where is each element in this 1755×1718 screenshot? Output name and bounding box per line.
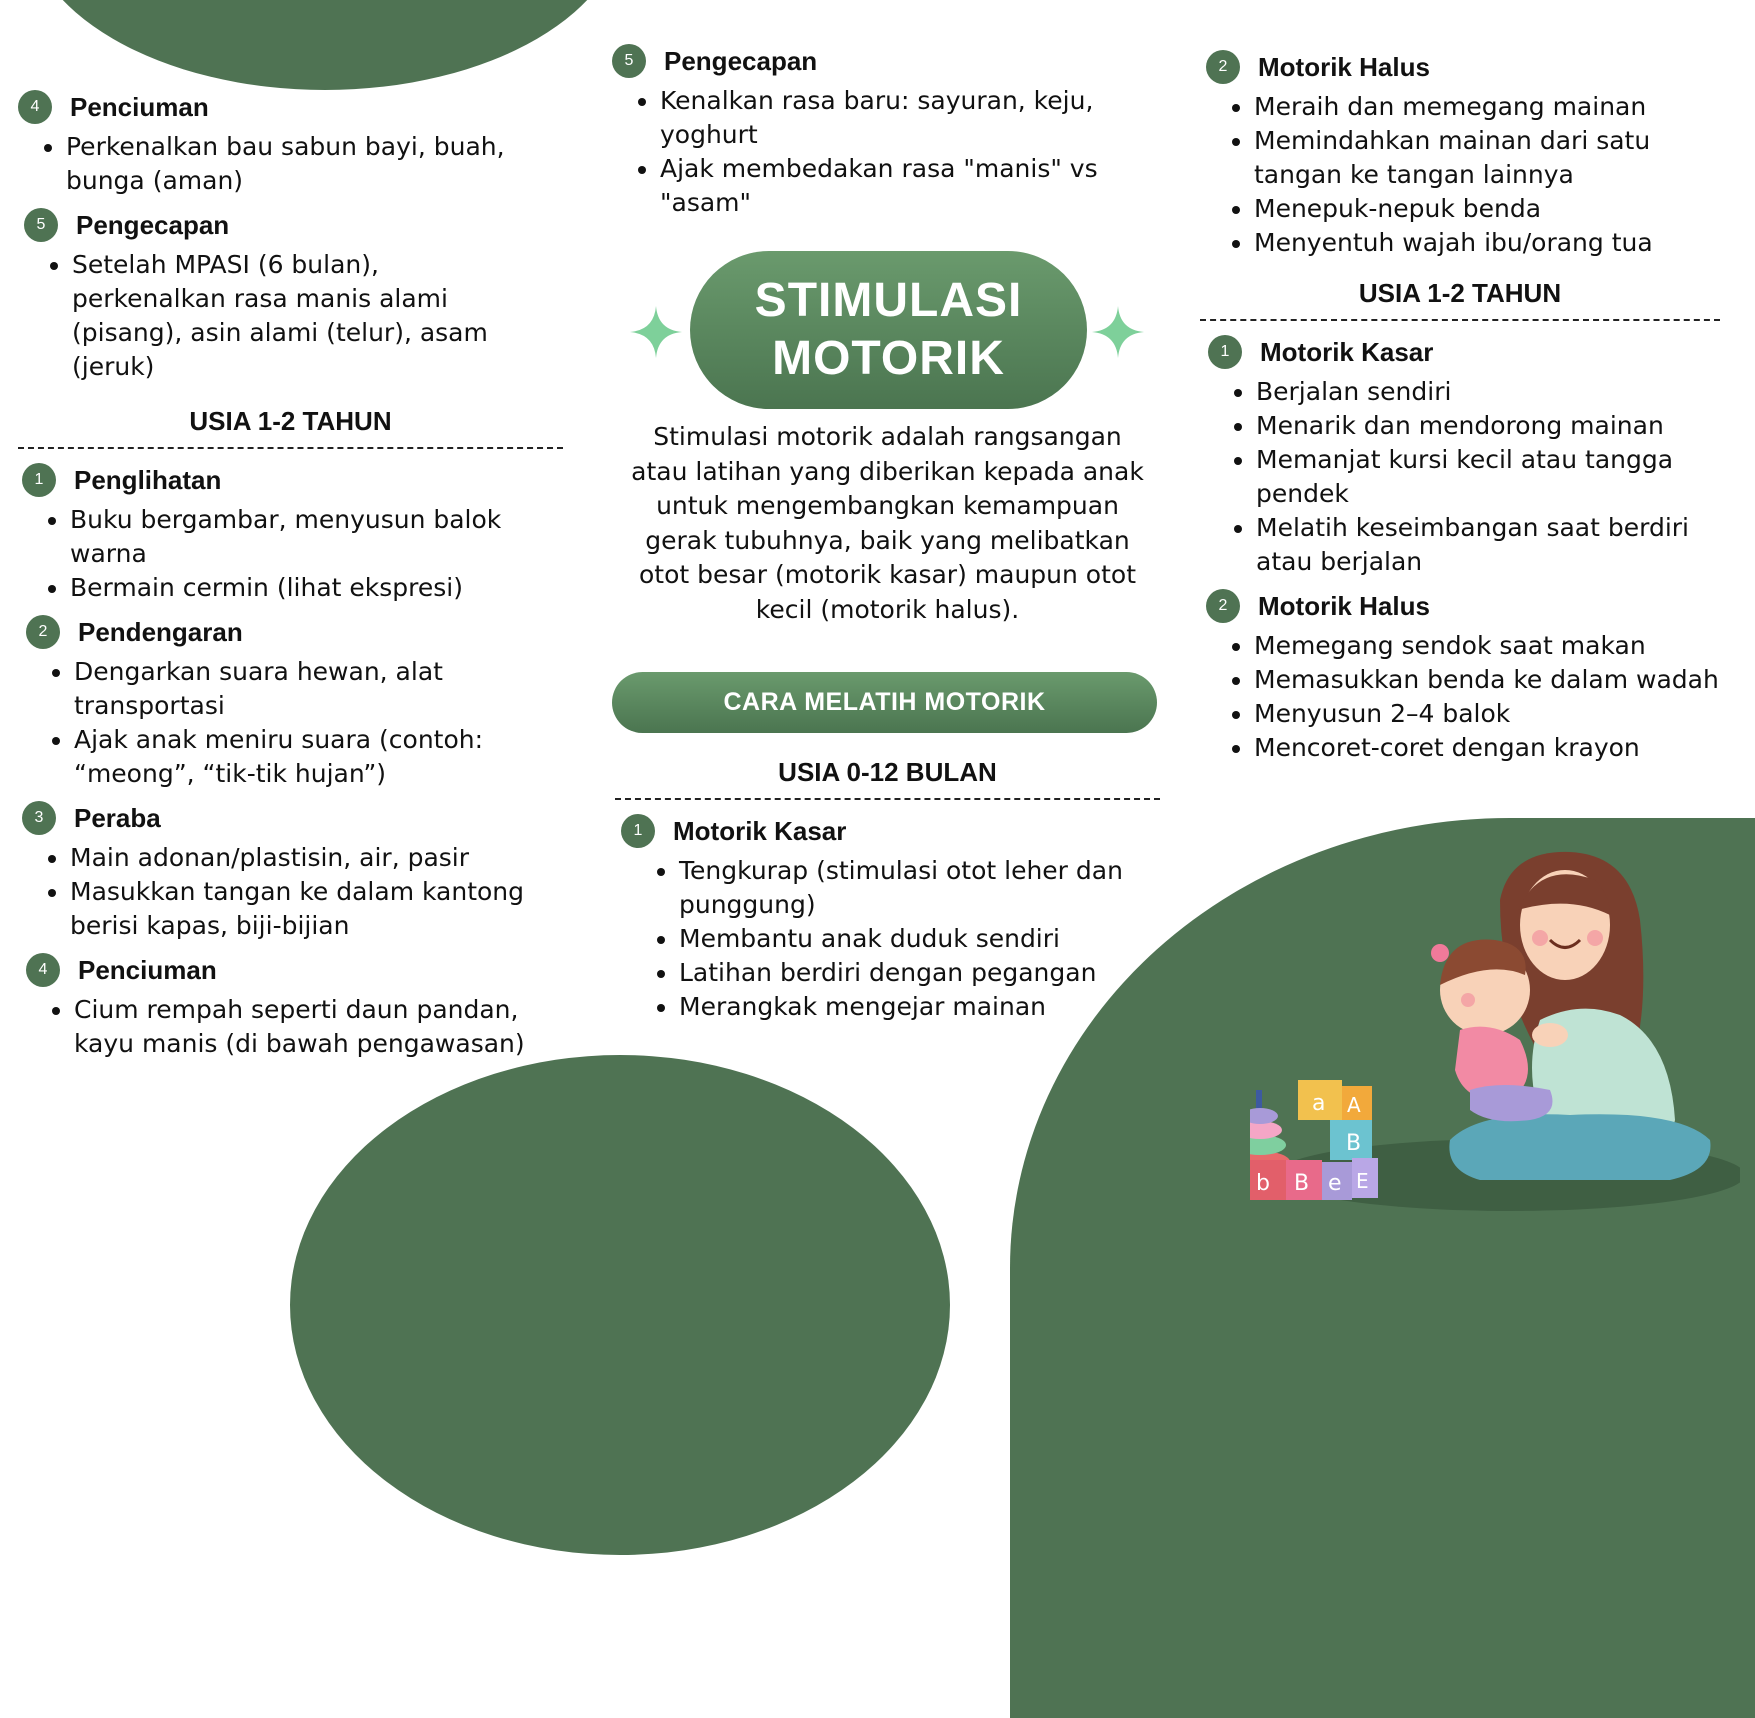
number-badge: 1 bbox=[1208, 335, 1242, 369]
item-title: Peraba bbox=[74, 802, 161, 833]
section-title: USIA 0-12 BULAN bbox=[778, 757, 997, 787]
number-badge: 4 bbox=[26, 953, 60, 987]
bullet-item: • Meraih dan memegang mainan bbox=[1254, 90, 1724, 124]
bullet-item: • Dengarkan suara hewan, alat transportasi bbox=[74, 655, 544, 723]
dashed-divider bbox=[1200, 319, 1720, 321]
item-title: Pengecapan bbox=[76, 209, 230, 240]
left-column bbox=[18, 90, 578, 1071]
section-title: USIA 1-2 TAHUN bbox=[1358, 278, 1562, 308]
bullet-item: • Mencoret-coret dengan krayon bbox=[1254, 731, 1724, 765]
left-item bbox=[22, 463, 578, 605]
cara-melatih-banner: CARA MELATIH MOTORIK bbox=[612, 672, 1157, 733]
bullet-item: • Buku bergambar, menyusun balok warna bbox=[70, 503, 540, 571]
block-letter: B bbox=[1294, 1171, 1310, 1196]
item-title: Pendengaran bbox=[78, 616, 243, 647]
number-badge: 2 bbox=[26, 615, 60, 649]
block-letter: A bbox=[1347, 1093, 1361, 1117]
number-badge: 5 bbox=[24, 208, 58, 242]
title-line-1: STIMULASI bbox=[754, 274, 1023, 327]
bottom-center-blob bbox=[290, 1055, 950, 1555]
bullet-item: • Berjalan sendiri bbox=[1256, 375, 1736, 409]
title-line-2: MOTORIK bbox=[772, 332, 1005, 385]
dashed-divider bbox=[615, 798, 1160, 800]
number-badge: 1 bbox=[621, 814, 655, 848]
sparkle-left-icon bbox=[630, 306, 682, 358]
block-letter: B bbox=[1346, 1131, 1362, 1156]
block-letter: e bbox=[1328, 1171, 1342, 1196]
item-title: Pengecapan bbox=[664, 45, 818, 76]
middle-item bbox=[621, 814, 1160, 1024]
left-item bbox=[24, 208, 578, 384]
bullet-item: • Memanjat kursi kecil atau tangga pendek bbox=[1256, 443, 1736, 511]
number-badge: 1 bbox=[22, 463, 56, 497]
middle-bottom bbox=[615, 757, 1160, 1034]
number-badge: 2 bbox=[1206, 50, 1240, 84]
bullet-item: • Menepuk-nepuk benda bbox=[1254, 192, 1724, 226]
middle-top bbox=[612, 44, 1172, 230]
right-item bbox=[1206, 50, 1746, 260]
bullet-item: • Memegang sendok saat makan bbox=[1254, 629, 1724, 663]
block-letter: E bbox=[1356, 1169, 1369, 1193]
bullet-item: • Melatih keseimbangan saat berdiri atau berjalan bbox=[1256, 511, 1736, 579]
right-item bbox=[1208, 335, 1746, 579]
number-badge: 4 bbox=[18, 90, 52, 124]
bullet-item: • Menyentuh wajah ibu/orang tua bbox=[1254, 226, 1724, 260]
right-column bbox=[1206, 50, 1746, 775]
bullet-item: • Memindahkan mainan dari satu tangan ke tangan lainnya bbox=[1254, 124, 1724, 192]
bullet-item: • Membantu anak duduk sendiri bbox=[679, 922, 1149, 956]
number-badge: 3 bbox=[22, 801, 56, 835]
bullet-item: • Kenalkan rasa baru: sayuran, keju, yoghurt bbox=[660, 84, 1130, 152]
item-title: Penciuman bbox=[78, 954, 217, 985]
left-item bbox=[26, 615, 578, 791]
bullet-item: • Menyusun 2–4 balok bbox=[1254, 697, 1724, 731]
bullet-item: • Memasukkan benda ke dalam wadah bbox=[1254, 663, 1724, 697]
mother-baby-illustration bbox=[1250, 840, 1740, 1220]
item-title: Motorik Halus bbox=[1258, 51, 1430, 82]
top-left-blob bbox=[25, 0, 625, 90]
right-item bbox=[1206, 589, 1746, 765]
dashed-divider bbox=[18, 447, 563, 449]
bullet-item: • Latihan berdiri dengan pegangan bbox=[679, 956, 1149, 990]
bullet-item: • Main adonan/plastisin, air, pasir bbox=[70, 841, 540, 875]
section-title: USIA 1-2 TAHUN bbox=[189, 406, 392, 436]
block-letter: b bbox=[1256, 1171, 1270, 1196]
bullet-item: • Cium rempah seperti daun pandan, kayu manis (di bawah pengawasan) bbox=[74, 993, 574, 1061]
left-item bbox=[18, 90, 578, 198]
intro-paragraph: Stimulasi motorik adalah rangsangan atau latihan yang diberikan kepada anak untuk mengembangkan kemampuan gerak tubuhnya, baik yang melibatkan otot besar (motorik kasar) maupun otot kecil (motorik halus). bbox=[631, 422, 1144, 624]
bullet-item: • Perkenalkan bau sabun bayi, buah, bunga (aman) bbox=[66, 130, 578, 198]
bullet-item: • Tengkurap (stimulasi otot leher dan punggung) bbox=[679, 854, 1149, 922]
bullet-item: • Merangkak mengejar mainan bbox=[679, 990, 1149, 1024]
item-title: Motorik Kasar bbox=[673, 815, 847, 846]
item-title: Penglihatan bbox=[74, 464, 222, 495]
number-badge: 2 bbox=[1206, 589, 1240, 623]
sparkle-right-icon bbox=[1092, 306, 1144, 358]
bullet-item: • Setelah MPASI (6 bulan), perkenalkan rasa manis alami (pisang), asin alami (telur), asam (jeruk) bbox=[72, 248, 502, 384]
bullet-item: • Masukkan tangan ke dalam kantong berisi kapas, biji-bijian bbox=[70, 875, 540, 943]
item-title: Motorik Kasar bbox=[1260, 336, 1434, 367]
block-letter: a bbox=[1312, 1091, 1326, 1116]
left-item bbox=[26, 953, 578, 1061]
bullet-item: • Menarik dan mendorong mainan bbox=[1256, 409, 1736, 443]
bullet-item: • Ajak membedakan rasa "manis" vs "asam" bbox=[660, 152, 1130, 220]
item-title: Penciuman bbox=[70, 91, 209, 122]
main-title-pill bbox=[690, 251, 1087, 409]
left-item bbox=[22, 801, 578, 943]
number-badge: 5 bbox=[612, 44, 646, 78]
bullet-item: • Ajak anak meniru suara (contoh: “meong”, “tik-tik hujan”) bbox=[74, 723, 544, 791]
item-title: Motorik Halus bbox=[1258, 590, 1430, 621]
bullet-item: • Bermain cermin (lihat ekspresi) bbox=[70, 571, 540, 605]
